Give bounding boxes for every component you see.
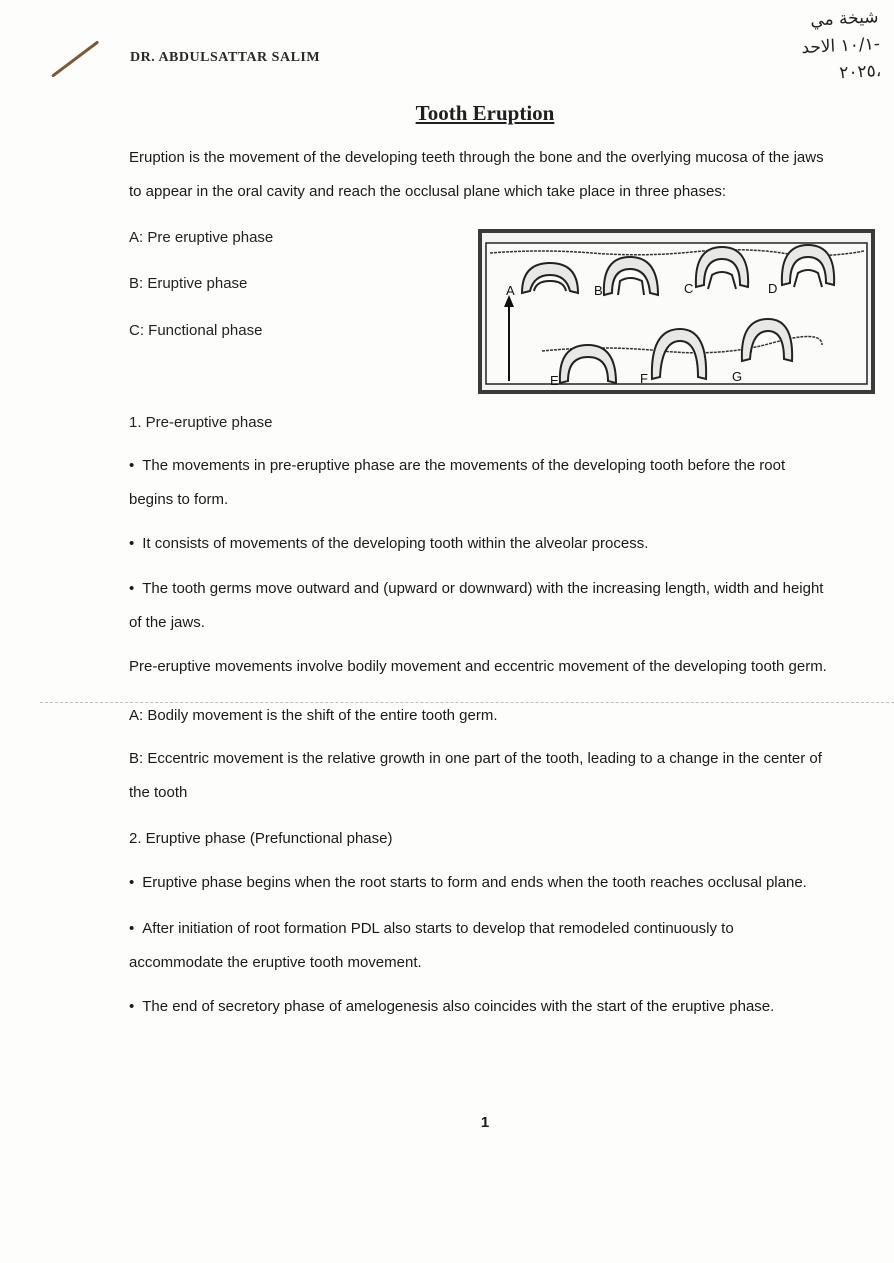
pen-mark <box>51 40 99 77</box>
page-title: Tooth Eruption <box>415 101 555 125</box>
section1-heading: 1. Pre-eruptive phase <box>129 414 273 431</box>
section1-eccentric <box>129 742 849 810</box>
handwritten-line: شيخة مي <box>809 7 879 31</box>
figure-label-a: A <box>506 283 515 298</box>
figure-label-g: G <box>732 369 743 384</box>
eruption-diagram-svg <box>482 233 871 390</box>
section1-bullet3 <box>129 572 849 640</box>
phase-c: C: Functional phase <box>129 322 263 339</box>
section2-bullet3 <box>129 990 849 1024</box>
eruption-diagram <box>478 229 875 394</box>
bullet-symbol: • <box>129 535 135 552</box>
intro-paragraph <box>129 141 849 209</box>
section1-bullet1 <box>129 449 849 517</box>
figure-label-f: F <box>640 371 648 386</box>
figure-label-d: D <box>768 281 778 296</box>
intro-line: to appear in the oral cavity and reach the occlusal plane which take place in three phases: <box>129 183 727 200</box>
bullet-symbol: • <box>129 874 135 891</box>
bullet-text: The end of secretory phase of amelogenesis also coincides with the start of the eruptive phase. <box>142 998 775 1015</box>
bullet-text: It consists of movements of the developing tooth within the alveolar process. <box>142 535 649 552</box>
section2-bullet1 <box>129 866 849 900</box>
bullet-symbol: • <box>129 998 135 1015</box>
bullet-text: The tooth germs move outward and (upward or downward) with the increasing length, width and height <box>142 580 824 597</box>
handwritten-line: -١٠/١ الاحد <box>800 34 881 59</box>
bullet-text: The movements in pre-eruptive phase are the movements of the developing tooth before the root <box>142 457 786 474</box>
section1-bodily: A: Bodily movement is the shift of the entire tooth germ. <box>129 707 498 724</box>
phase-b: B: Eruptive phase <box>129 275 248 292</box>
figure-label-b: B <box>594 283 603 298</box>
figure-label-c: C <box>684 281 694 296</box>
bullet-symbol: • <box>129 920 135 937</box>
bullet-symbol: • <box>129 580 135 597</box>
eccentric-line: B: Eccentric movement is the relative growth in one part of the tooth, leading to a change in the center of <box>129 750 822 767</box>
bullet-symbol: • <box>129 457 135 474</box>
section2-bullet2 <box>129 912 849 980</box>
handwritten-note <box>728 4 882 93</box>
bullet-text: After initiation of root formation PDL also starts to develop that remodeled continuously to <box>142 920 734 937</box>
bullet-text: Eruptive phase begins when the root starts to form and ends when the tooth reaches occlusal plane. <box>142 874 807 891</box>
figure-label-e: E <box>550 373 559 388</box>
author-name: DR. ABDULSATTAR SALIM <box>130 50 321 65</box>
bullet-text: of the jaws. <box>129 614 205 631</box>
section1-involve: Pre-eruptive movements involve bodily movement and eccentric movement of the developing tooth germ. <box>129 658 827 675</box>
section2-heading: 2. Eruptive phase (Prefunctional phase) <box>129 830 393 847</box>
phase-a: A: Pre eruptive phase <box>129 229 274 246</box>
handwritten-line: ،٢٠٢٥ <box>838 61 882 84</box>
section1-bullet2 <box>129 527 849 561</box>
bullet-text: accommodate the eruptive tooth movement. <box>129 954 422 971</box>
page-number: 1 <box>480 1114 490 1131</box>
bullet-text: begins to form. <box>129 491 229 508</box>
eccentric-line: the tooth <box>129 784 188 801</box>
intro-line: Eruption is the movement of the developing teeth through the bone and the overlying mucosa of the jaws <box>129 149 824 166</box>
